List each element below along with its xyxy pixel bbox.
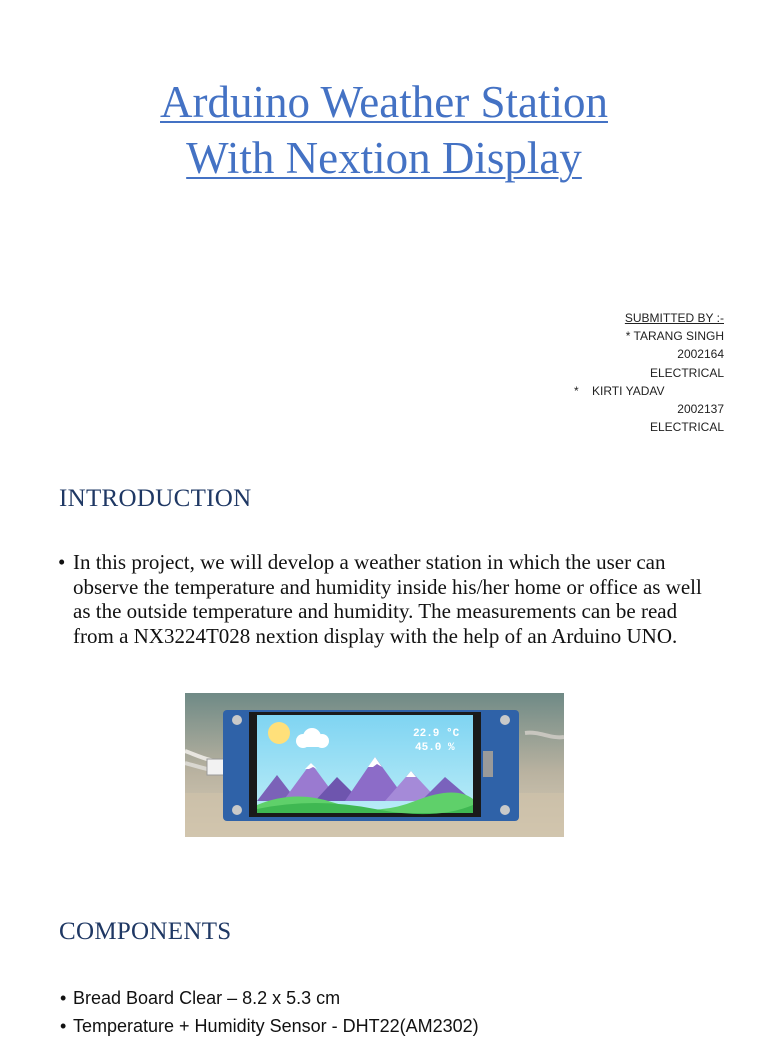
member-1-branch: ELECTRICAL [649, 365, 724, 380]
bullet-icon: • [60, 988, 67, 1008]
introduction-heading: INTRODUCTION [59, 485, 252, 512]
member-2-branch: ELECTRICAL [649, 420, 724, 435]
bullet-icon: • [60, 1016, 67, 1036]
member-2-id: 2002137 [677, 402, 724, 417]
component-item-1: Bread Board Clear – 8.2 x 5.3 cm [73, 988, 341, 1008]
introduction-paragraph [58, 550, 718, 648]
introduction-text: In this project, we will develop a weather station in which the user can observe the temperature and humidity inside his/her home or office as well as the outside temperature and humidity. The measurements can be read from a NX3224T028 nextion display with the help of an Arduino UNO. [73, 550, 702, 648]
page-title [0, 74, 768, 186]
components-heading: COMPONENTS [59, 918, 232, 945]
list-item [60, 984, 760, 1012]
components-list [60, 984, 760, 1040]
nextion-display-photo [185, 693, 564, 837]
title-line-1[interactable]: Arduino Weather Station [160, 77, 608, 127]
photo-humidity: 45.0 % [415, 742, 455, 754]
list-item [60, 1012, 760, 1040]
member-1-id: 2002164 [677, 347, 724, 362]
title-line-2[interactable]: With Nextion Display [186, 133, 582, 183]
component-item-2: Temperature + Humidity Sensor - DHT22(AM2302) [73, 1016, 479, 1036]
member-2-name: * KIRTI YADAV [574, 383, 665, 398]
photo-temperature: 22.9 °C [413, 728, 460, 740]
sun-icon [268, 722, 290, 744]
member-1-name: * TARANG SINGH [625, 329, 724, 344]
submitted-by-block [574, 309, 724, 436]
submitted-heading: SUBMITTED BY :- [624, 311, 724, 325]
bullet-icon: • [58, 550, 66, 574]
